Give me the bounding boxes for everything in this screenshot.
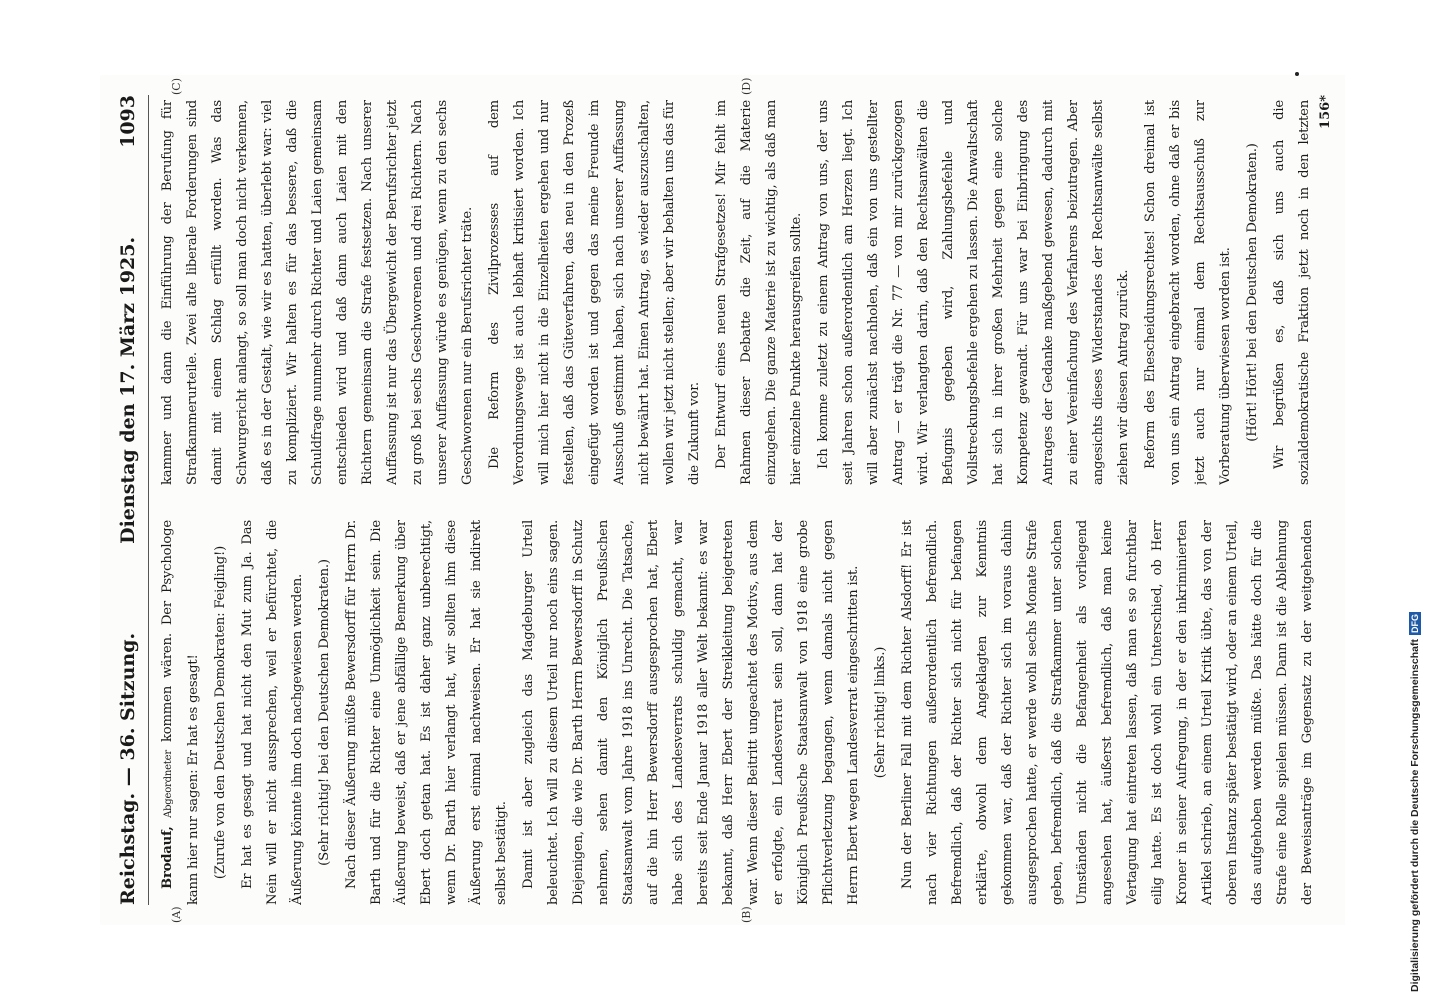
margin-mark-d: (D) [740, 77, 753, 95]
paragraph [895, 520, 1315, 905]
header-left: Reichstag. — 36. Sitzung. [117, 632, 139, 905]
interjection [868, 520, 893, 905]
paragraph [1138, 100, 1238, 485]
paragraph [811, 100, 1136, 485]
paragraph-text: Wir begrüßen es, daß sich uns auch die sozialdemokratische Fraktion jetzt noch in den letzten [1272, 100, 1312, 485]
margin-mark-b: (B) [740, 906, 753, 923]
digitization-note [1404, 8, 1426, 992]
paragraph-text: Reform des Ehescheidungsrechtes! Schon dreimal ist von uns ein Antrag eingebracht worden, ohne daß er bis jetzt auch nur einmal dem Rechtsausschuß zur Vorberatung überwiesen worden ist. [1143, 100, 1233, 485]
sheet-signature: 156* [1318, 95, 1333, 129]
paragraph-text: Der Entwurf eines neuen Strafgesetzes! Mir fehlt im Rahmen dieser Debatte die Zeit, auf die Materie einzugehen. Die ganze Materie ist zu wichtig, als daß man hier einzelne Punkte herausgreifen sollte. [714, 100, 804, 485]
paragraph [1267, 100, 1315, 485]
paragraph [155, 100, 480, 485]
rotated-page-content [100, 75, 1345, 925]
paragraph-text: kommen wären. Der Psychologe kann hier nur sagen: Er hat es gesagt! [160, 520, 201, 905]
page-header [108, 95, 149, 905]
paragraph [482, 100, 707, 485]
paragraph-text: (Zurufe von den Deutschen Demokraten: Feigling!) [213, 545, 228, 880]
paragraph-text: Er hat es gesagt und hat nicht den Mut zum Ja. Das Nein will er nicht aussprechen, weil er befürchtet, die Äußerung könnte ihm doch nachgewiesen werden. [240, 520, 305, 905]
paragraph-text: Nach dieser Äußerung müßte Bewersdorff für Herrn Dr. Barth und für die Richter eine Unmöglichkeit sein. Die Äußerung beweist, daß er jene abfällige Bemerkung über Ebert doch getan hat. Es ist daher ganz unberechtigt, wenn Dr. Barth hier verlangt hat, wir sollten ihm diese Äußerung erst einmal nachweisen. Er hat sie indirekt selbst bestätigt. [344, 520, 509, 905]
paragraph-text: (Sehr richtig! bei den Deutschen Demokraten.) [317, 559, 332, 866]
digitization-text: Digitalisierung gefördert durch die Deutsche Forschungsgemeinschaft [1409, 639, 1421, 992]
speck [1295, 72, 1299, 76]
paragraph [235, 520, 310, 905]
paragraph-text: (Hört! Hört! bei den Deutschen Demokraten.) [1245, 143, 1260, 442]
paragraph [339, 520, 514, 905]
speaker-name: Brodauf, [160, 817, 175, 889]
paragraph-text: Ich komme zuletzt zu einem Antrag von uns, der uns seit Jahren schon außerordentlich am Herzen liegt. Ich will aber zunächst nachholen, daß ein von uns gestellter Antrag — er trägt die Nr. 77 — von mir zurückgezogen wird. Wir verlangten darin, daß den Rechtsanwälten die Befugnis gegeben wird, Zahlungsbefehle und Vollstreckungsbefehle ergehen zu lassen. Die Anwaltschaft hat sich in ihrer großen Mehrheit gegen eine solche Kompetenz gewandt. Für uns war bei Einbringung des Antrages der Gedanke maßgebend gewesen, dadurch mit zu einer Vereinfachung des Verfahrens beizutragen. Aber angesichts dieses Widerstandes der Rechtsanwälte selbst ziehen wir diesen Antrag zurück. [816, 100, 1131, 485]
paragraph [155, 520, 206, 905]
paragraph-text: kammer und dann die Einführung der Berufung für Strafkammerurteile. Zwei alte liberale Forderungen sind damit mit einem Schlag erfüllt worden. Was das Schwurgericht anlangt, so soll man doch nicht verkennen, daß es in der Gestalt, wie wir es hatten, überlebt war: viel zu kompliziert. Wir halten es für das bessere, daß die Schuldfrage nunmehr durch Richter und Laien gemeinsam entschieden wird und daß dann auch Laien mit den Richtern gemeinsam die Strafe festsetzen. Nach unserer Auffassung ist nur das Übergewicht der Berufsrichter jetzt zu groß bei sechs Geschworenen und drei Richtern. Nach unserer Auffassung würde es genügen, wenn zu den sechs Geschworenen nur ein Berufsrichter träte. [160, 100, 475, 485]
speaker-role: Abgeordneter [163, 750, 174, 818]
paragraph-text: (Sehr richtig! links.) [873, 646, 888, 779]
interjection [1240, 100, 1265, 485]
paragraph [516, 520, 866, 905]
paragraph-text: Die Reform des Zivilprozesses auf dem Verordnungswege ist auch lebhaft kritisiert worden. Ich will mich hier nicht in die Einzelheiten ergehen und nur festellen, daß das Güteverfahren, das neu in den Prozeß eingefügt worden ist und gegen das meine Freunde im Ausschuß gestimmt haben, sich nach unserer Auffassung nicht bewährt hat. Einen Antrag, es wieder auszuschalten, wollen wir jetzt nicht stellen; aber wir behalten uns das für die Zukunft vor. [487, 100, 702, 485]
interjection [208, 520, 233, 905]
margin-mark-a: (A) [170, 906, 183, 923]
paragraph-text: Damit ist aber zugleich das Magdeburger Urteil beleuchtet. Ich will zu diesem Urteil nur noch eins sagen. Diejenigen, die wie Dr. Barth Herrn Bewersdorff in Schutz nehmen, sehen damit den Königlich Preußischen Staatsanwalt vom Jahre 1918 ins Unrecht. Die Tatsache, auf die hin Herr Bewersdorff ausgesprochen hat, Ebert habe sich des Landesverrats schuldig gemacht, war bereits seit Ende Januar 1918 aller Welt bekannt: es war bekannt, daß Herr Ebert der Streikleitung beigetreten war. Wenn dieser Beitritt ungeachtet des Motivs, aus dem er erfolgte, ein Landesverrat sein soll, dann hat der Königlich Preußische Staatsanwalt von 1918 eine grobe Pflichtverletzung begangen, wenn damals nicht gegen Herrn Ebert wegen Landesverrat eingeschritten ist. [521, 520, 861, 905]
page-number: 1093 [117, 95, 139, 148]
paragraph-text: Nun der Berliner Fall mit dem Richter Alsdorff! Er ist nach vier Richtungen außerordentlich befremdlich. Befremdlich, daß der Richter sich nicht für befangen erklärte, obwohl dem Angeklagten zur Kenntnis gekommen war, daß der Richter sich im voraus dahin ausgesprochen hatte, er werde wohl sechs Monate Strafe geben, befremdlich, daß die Strafkammer unter solchen Umständen nicht die Befangenheit als vorliegend angesehen hat, äußerst befremdlich, daß man keine Vertagung hat eintreten lassen, daß man es so furchtbar eilig hatte. Es ist doch wohl ein Unterschied, ob Herr Kroner in seiner Aufregung, in der er den inkriminierten Artikel schrieb, an einem Urteil Kritik übte, das von der oberen Instanz später bestätigt wird, oder an einem Urteil, das aufgehoben werden müßte. Das hätte doch für die Strafe eine Rolle spielen müssen. Dann ist die Ablehnung der Beweisanträge im Gegensatz zu der weitgehenden [900, 520, 1315, 905]
margin-mark-c: (C) [170, 78, 183, 95]
scanned-page [100, 75, 1345, 925]
right-text-column [155, 100, 1315, 485]
dfg-logo: DFG [1410, 614, 1420, 634]
left-text-column [155, 520, 1315, 905]
interjection [312, 520, 337, 905]
header-date: Dienstag den 17. März 1925. [117, 236, 139, 544]
paragraph [709, 100, 809, 485]
